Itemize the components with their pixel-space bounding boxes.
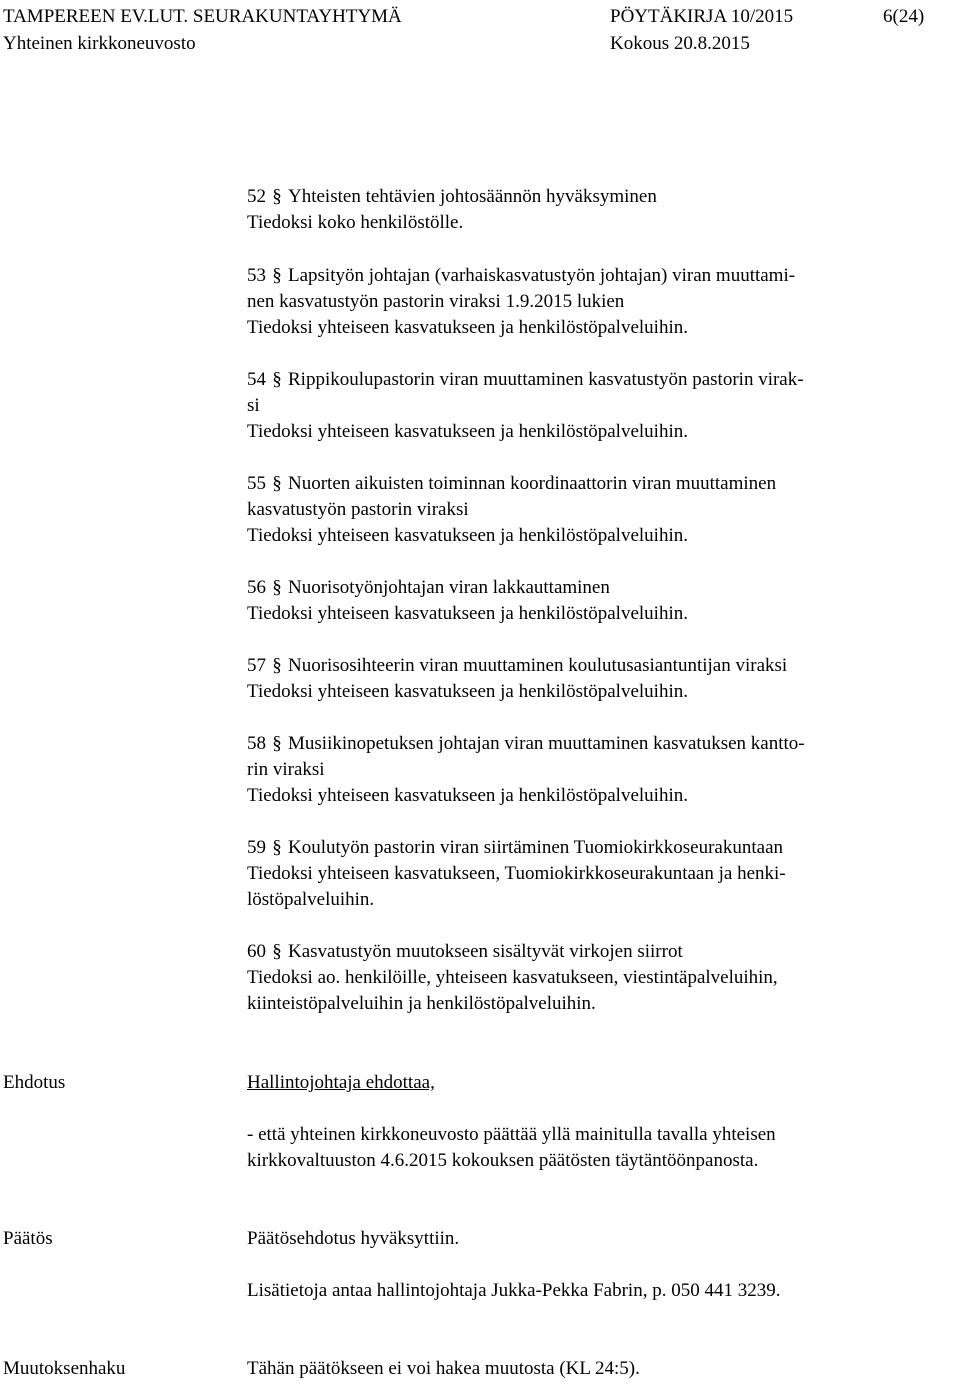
agenda-item-line: Tiedoksi yhteiseen kasvatukseen ja henkilöstöpalveluihin. <box>247 681 688 702</box>
header-document-number: PÖYTÄKIRJA 10/2015 <box>610 6 794 27</box>
paatos-text: Päätösehdotus hyväksyttiin. <box>247 1228 460 1249</box>
agenda-item-title-text: Nuorisotyönjohtajan viran lakkauttaminen <box>288 577 610 598</box>
ehdotus-label: Ehdotus <box>3 1072 66 1093</box>
agenda-item-title-text: Yhteisten tehtävien johtosäännön hyväksyminen <box>288 186 657 207</box>
agenda-item-number: 53 <box>247 265 266 286</box>
agenda-item-line: löstöpalveluihin. <box>247 889 375 910</box>
header-body-name: Yhteinen kirkkoneuvosto <box>3 33 196 54</box>
agenda-item-line: Tiedoksi yhteiseen kasvatukseen, Tuomiokirkkoseurakuntaan ja henki- <box>247 863 786 884</box>
agenda-item-line: Tiedoksi yhteiseen kasvatukseen ja henkilöstöpalveluihin. <box>247 785 688 806</box>
agenda-item <box>247 731 927 809</box>
agenda-item-title <box>247 939 927 965</box>
agenda-item-line: Tiedoksi yhteiseen kasvatukseen ja henkilöstöpalveluihin. <box>247 525 688 546</box>
header-org: TAMPEREEN EV.LUT. SEURAKUNTAYHTYMÄ <box>3 6 402 27</box>
agenda-item-title <box>247 575 927 601</box>
section-sign-icon: § <box>272 186 282 207</box>
section-sign-icon: § <box>272 473 282 494</box>
ehdotus-line-2: kirkkovaltuuston 4.6.2015 kokouksen päätösten täytäntöönpanosta. <box>247 1150 759 1171</box>
agenda-item <box>247 184 927 236</box>
agenda-item-title <box>247 184 927 210</box>
muutoksenhaku-label: Muutoksenhaku <box>3 1358 126 1379</box>
agenda-item-number: 56 <box>247 577 266 598</box>
agenda-item-line: kiinteistöpalveluihin ja henkilöstöpalveluihin. <box>247 993 596 1014</box>
agenda-item <box>247 367 927 445</box>
section-sign-icon: § <box>272 733 282 754</box>
muutoksenhaku-text: Tähän päätökseen ei voi hakea muutosta (KL 24:5). <box>247 1358 640 1379</box>
header-meeting-date: Kokous 20.8.2015 <box>610 33 750 54</box>
agenda-item-line: nen kasvatustyön pastorin viraksi 1.9.2015 lukien <box>247 291 625 312</box>
agenda-item-number: 58 <box>247 733 266 754</box>
agenda-item-title-text: Nuorisosihteerin viran muuttaminen koulutusasiantuntijan viraksi <box>288 655 788 676</box>
agenda-item-line: Tiedoksi koko henkilöstölle. <box>247 212 464 233</box>
agenda-item-line: Tiedoksi ao. henkilöille, yhteiseen kasvatukseen, viestintäpalveluihin, <box>247 967 778 988</box>
agenda-item-number: 57 <box>247 655 266 676</box>
agenda-item-number: 55 <box>247 473 266 494</box>
ehdotus-heading: Hallintojohtaja ehdottaa, <box>247 1072 435 1093</box>
agenda-item <box>247 575 927 627</box>
agenda-item-title <box>247 367 927 393</box>
agenda-item <box>247 835 927 913</box>
agenda-item-title-text: Nuorten aikuisten toiminnan koordinaattorin viran muuttaminen <box>288 473 777 494</box>
agenda-item-line: si <box>247 395 260 416</box>
agenda-item-title <box>247 471 927 497</box>
agenda-item-line: Tiedoksi yhteiseen kasvatukseen ja henkilöstöpalveluihin. <box>247 317 688 338</box>
section-sign-icon: § <box>272 655 282 676</box>
section-sign-icon: § <box>272 369 282 390</box>
header-page-number: 6(24) <box>883 6 925 27</box>
agenda-item-line: Tiedoksi yhteiseen kasvatukseen ja henkilöstöpalveluihin. <box>247 603 688 624</box>
agenda-item-title-text: Musiikinopetuksen johtajan viran muuttaminen kasvatuksen kantto- <box>288 733 805 754</box>
agenda-item <box>247 653 927 705</box>
agenda-item-line: kasvatustyön pastorin viraksi <box>247 499 469 520</box>
agenda-item-title <box>247 835 927 861</box>
section-sign-icon: § <box>272 941 282 962</box>
paatos-info: Lisätietoja antaa hallintojohtaja Jukka-Pekka Fabrin, p. 050 441 3239. <box>247 1280 781 1301</box>
agenda-item-title <box>247 263 927 289</box>
section-sign-icon: § <box>272 577 282 598</box>
paatos-label: Päätös <box>3 1228 53 1249</box>
agenda-item <box>247 263 927 341</box>
agenda-item-title-text: Rippikoulupastorin viran muuttaminen kasvatustyön pastorin virak- <box>288 369 804 390</box>
agenda-item-title-text: Koulutyön pastorin viran siirtäminen Tuomiokirkkoseurakuntaan <box>288 837 784 858</box>
agenda-item-number: 54 <box>247 369 266 390</box>
agenda-item-title <box>247 653 927 679</box>
agenda-item-number: 59 <box>247 837 266 858</box>
agenda-item-title-text: Lapsityön johtajan (varhaiskasvatustyön johtajan) viran muuttami- <box>288 265 796 286</box>
agenda-item-number: 60 <box>247 941 266 962</box>
agenda-item-title-text: Kasvatustyön muutokseen sisältyvät virkojen siirrot <box>288 941 683 962</box>
agenda-item-title <box>247 731 927 757</box>
ehdotus-line-1: - että yhteinen kirkkoneuvosto päättää yllä mainitulla tavalla yhteisen <box>247 1124 776 1145</box>
agenda-item-line: Tiedoksi yhteiseen kasvatukseen ja henkilöstöpalveluihin. <box>247 421 688 442</box>
agenda-item-number: 52 <box>247 186 266 207</box>
agenda-item <box>247 471 927 549</box>
section-sign-icon: § <box>272 837 282 858</box>
section-sign-icon: § <box>272 265 282 286</box>
agenda-item <box>247 939 927 1017</box>
agenda-item-line: rin viraksi <box>247 759 325 780</box>
